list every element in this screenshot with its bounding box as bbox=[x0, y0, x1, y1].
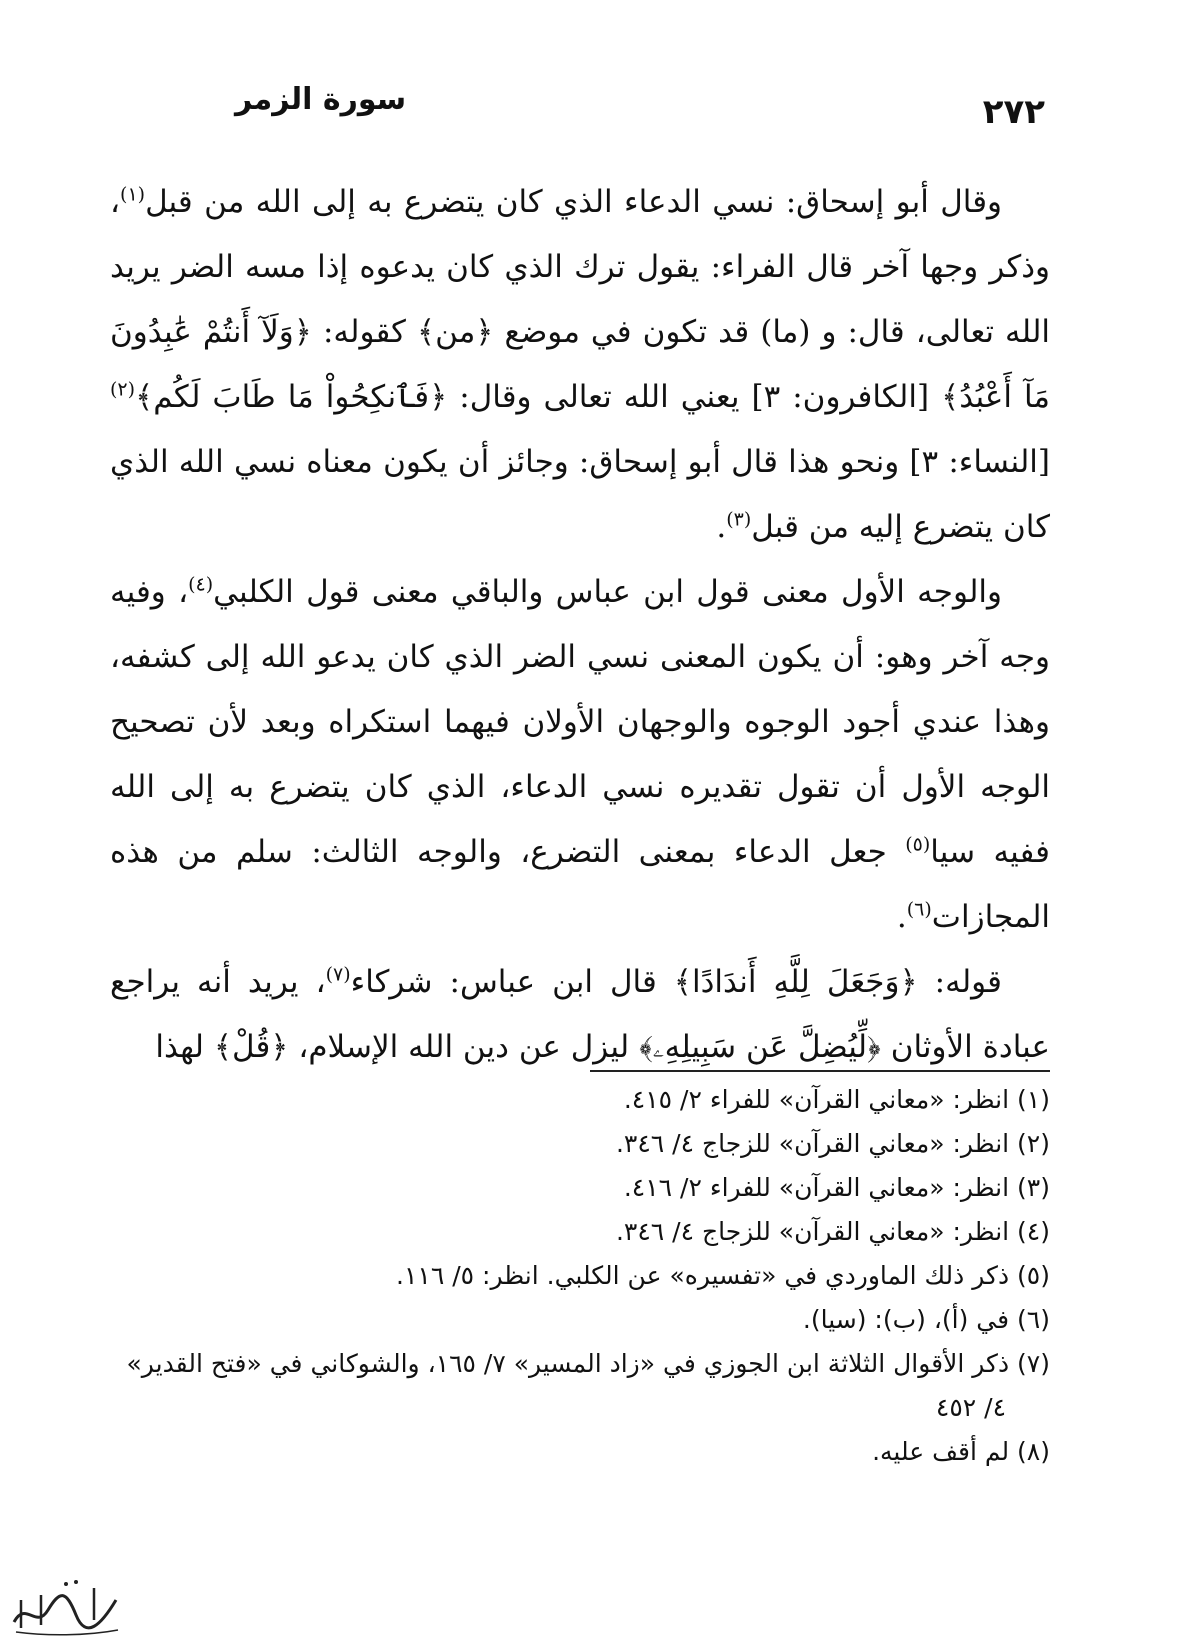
footnote-8: (٨) لم أقف عليه. bbox=[872, 1437, 1050, 1466]
calligraphy-logo-icon bbox=[6, 1570, 126, 1640]
text-run: لهذا bbox=[155, 1029, 214, 1065]
text-run: جعل الدعاء بمعنى التضرع، والوجه الثالث: سلم من هذه المجازات bbox=[110, 834, 1050, 935]
footnote-1: (١) انظر: «معاني القرآن» للفراء ٢/ ٤١٥. bbox=[623, 1085, 1050, 1114]
footnote-ref-6: (٦) bbox=[906, 898, 932, 921]
surah-title: سورة الزمر bbox=[235, 82, 407, 117]
quran-quote: ﴿وَجَعَلَ لِلَّهِ أَندَادًا﴾ bbox=[673, 964, 918, 1000]
text-run: ، وفيه وجه آخر وهو: أن يكون المعنى نسي الضر الذي كان يدعو الله إلى كشفه، وهذا عندي أجود الوجوه والوجهان الأولان فيهما استكراه وبعد لأن تصحيح الوجه الأول أن تقول تقديره نسي الدعاء، الذي كان يتضرع به إلى الله ففيه سيا bbox=[110, 574, 1050, 870]
footnotes bbox=[110, 1078, 1050, 1474]
text-run: قال ابن عباس: شركاء bbox=[350, 964, 674, 1000]
quran-quote: ﴿فَٱنكِحُواْ مَا طَابَ لَكُم﴾ bbox=[135, 379, 448, 415]
text-run: قوله: bbox=[917, 964, 1002, 1000]
footnote-2: (٢) انظر: «معاني القرآن» للزجاج ٤/ ٣٤٦. bbox=[615, 1129, 1050, 1158]
footnote-divider bbox=[590, 1070, 1050, 1072]
text-run: ، وذكر وجها آخر قال الفراء: يقول ترك الذي كان يدعوه إذا مسه الضر يريد الله تعالى، قال: و (ما) قد تكون في موضع bbox=[110, 184, 1050, 350]
footnote-ref-1: (١) bbox=[120, 183, 146, 206]
text-run: وقال أبو إسحاق: نسي الدعاء الذي كان يتضرع به إلى الله من قبل bbox=[145, 184, 1002, 220]
text-run: . bbox=[896, 899, 907, 935]
footnote-6: (٦) في (أ)، (ب): (سيا). bbox=[802, 1305, 1050, 1334]
quran-quote: ﴿من﴾ bbox=[416, 314, 494, 350]
paragraph-3 bbox=[110, 950, 1050, 1080]
text-run: كقوله: bbox=[311, 314, 417, 350]
quran-quote: ﴿قُلْ﴾ bbox=[213, 1029, 289, 1065]
text-run: . bbox=[716, 509, 727, 545]
text-run: [الكافرون: ٣] يعني الله تعالى وقال: bbox=[447, 379, 942, 415]
paragraph-2 bbox=[110, 560, 1050, 950]
footnote-3: (٣) انظر: «معاني القرآن» للفراء ٢/ ٤١٦. bbox=[623, 1173, 1050, 1202]
page-header bbox=[120, 70, 1045, 130]
text-run: [النساء: ٣] ونحو هذا قال أبو إسحاق: وجائز أن يكون معناه نسي الله الذي كان يتضرع إليه من قبل bbox=[110, 444, 1050, 545]
footnote-ref-3: (٣) bbox=[726, 508, 752, 531]
main-text bbox=[110, 170, 1050, 1080]
footnote-ref-2: (٢) bbox=[110, 378, 136, 401]
text-run: والوجه الأول معنى قول ابن عباس والباقي معنى قول الكلبي bbox=[213, 574, 1002, 610]
paragraph-1 bbox=[110, 170, 1050, 560]
text-run: ، يريد أنه يراجع عبادة الأوثان bbox=[110, 964, 1050, 1065]
footnote-ref-7: (٧) bbox=[325, 963, 351, 986]
footnote-5: (٥) ذكر ذلك الماوردي في «تفسيره» عن الكلبي. انظر: ٥/ ١١٦. bbox=[396, 1261, 1050, 1290]
text-run: ليزل عن دين الله الإسلام، bbox=[288, 1029, 640, 1065]
page-number: ٢٧٢ bbox=[982, 92, 1045, 132]
footnote-4: (٤) انظر: «معاني القرآن» للزجاج ٤/ ٣٤٦. bbox=[615, 1217, 1050, 1246]
footnote-ref-5: (٥) bbox=[905, 833, 931, 856]
quran-quote: ﴿وَلَآ أَنتُمْ عَٰبِدُونَ مَآ أَعْبُدُ﴾ bbox=[110, 314, 1051, 415]
footnote-7: (٧) ذكر الأقوال الثلاثة ابن الجوزي في «زاد المسير» ٧/ ١٦٥، والشوكاني في «فتح القدير» ٤/ ٤٥٢ bbox=[126, 1349, 1050, 1422]
quran-quote: ﴿لِّيُضِلَّ عَن سَبِيلِهِۦ﴾ bbox=[639, 1029, 881, 1065]
footnote-ref-4: (٤) bbox=[188, 573, 214, 596]
